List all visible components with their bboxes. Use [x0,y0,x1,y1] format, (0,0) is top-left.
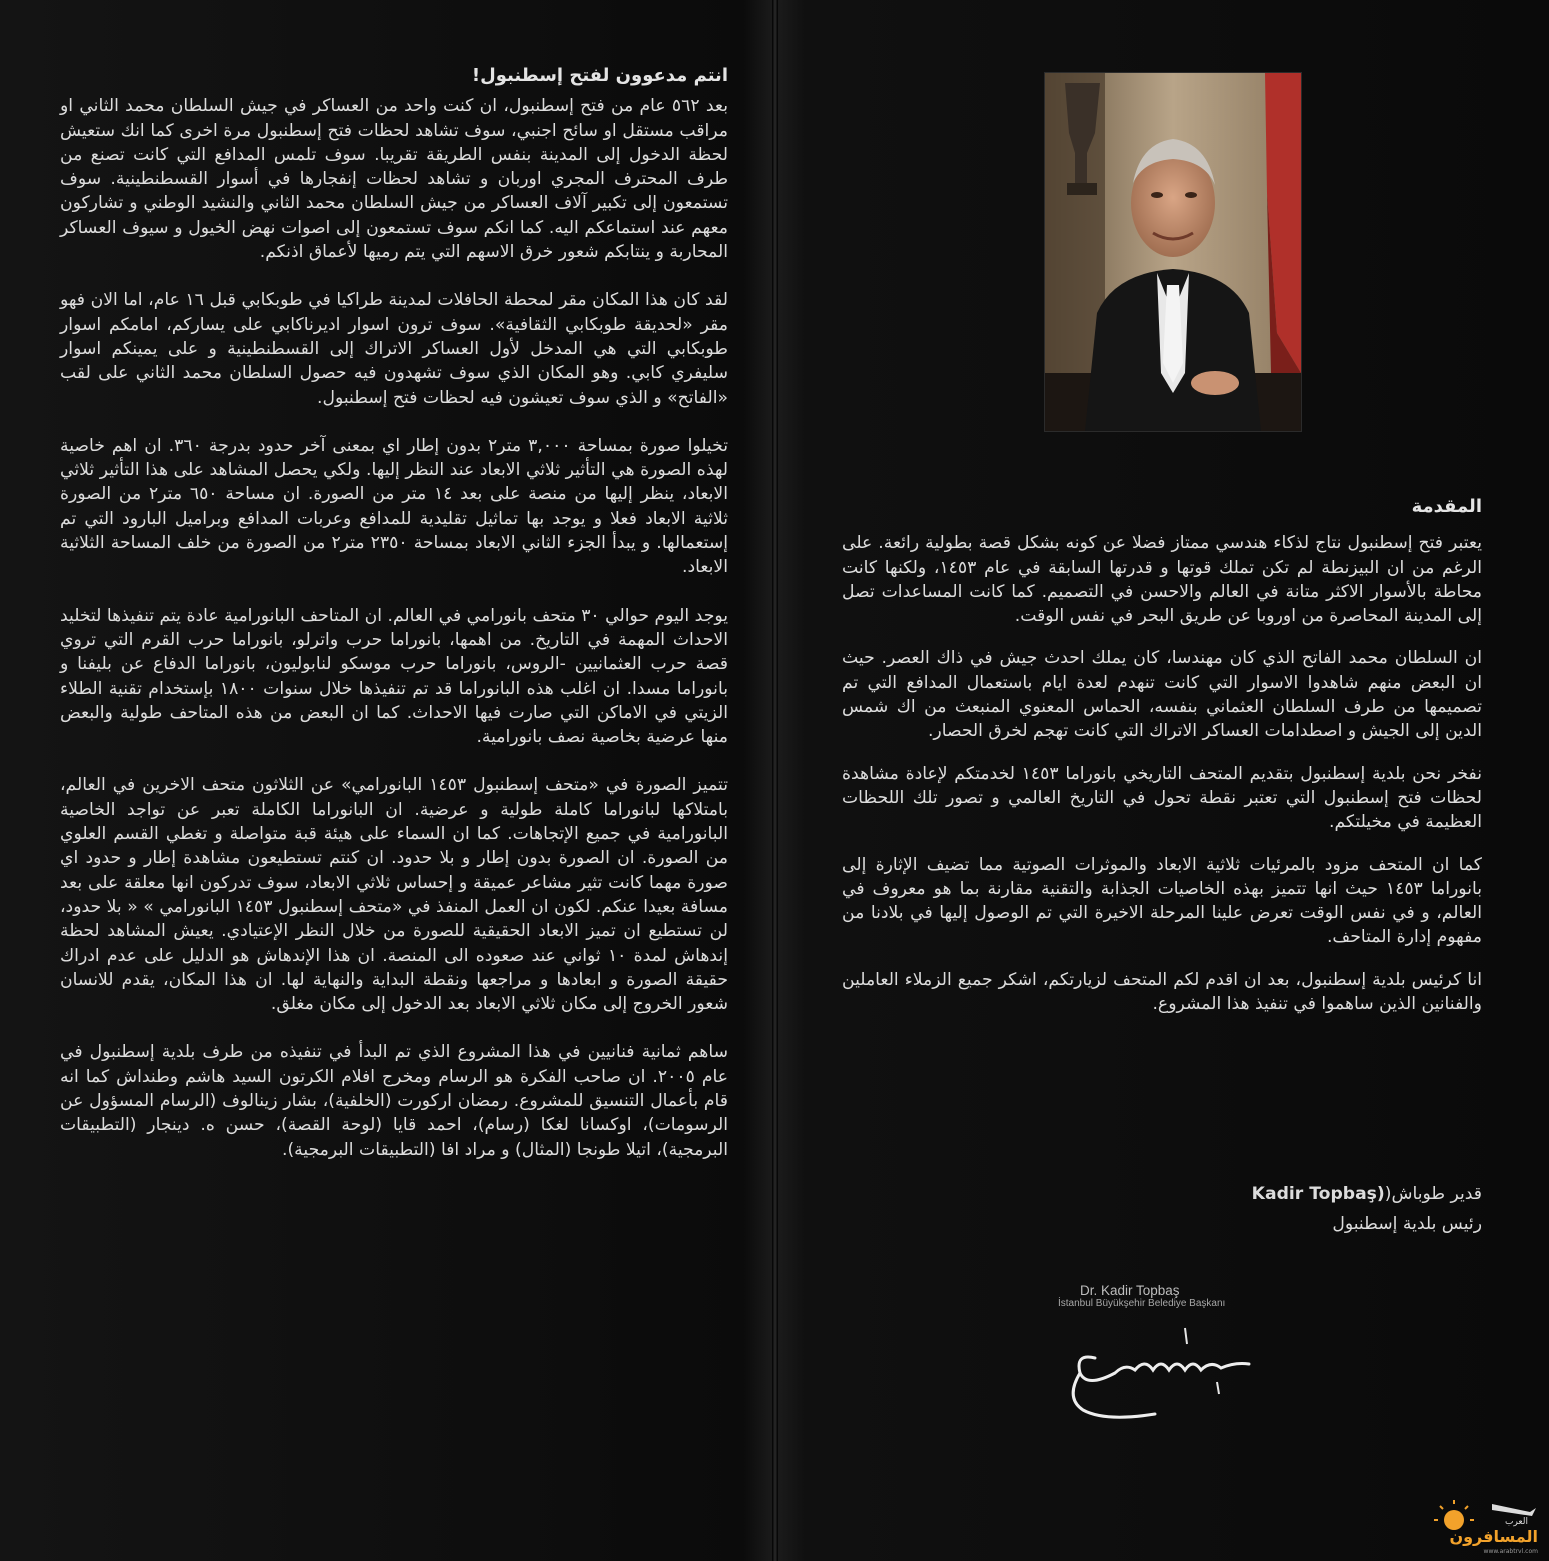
printed-name: Dr. Kadir Topbaş [1080,1283,1180,1298]
watermark-text-top: العرب [1504,1517,1528,1527]
right-paragraph-2: ان السلطان محمد الفاتح الذي كان مهندسا، كان يملك احدث جيش في ذاك العصر. حيث ان البعض منهم شاهدوا الاسوار التي كانت تنهدم لعدة ايام باستعمال المدافع التي تم تصميمها من طرف السلطان العثماني بنفسه، الحماس المعنوي المنبعث من اك شمس الدين إلى الجيش و اصطدامات العساكر الاتراك التي كانت تهجم لخرق الحصار. [842,648,1482,742]
signoff-name [842,1182,1482,1206]
right-paragraph-4: كما ان المتحف مزود بالمرئيات ثلاثية الابعاد والموثرات الصوتية مما تضيف الإثارة إلى بانوراما ١٤٥٣ حيث انها تتميز بهذه الخاصيات الجذابة والتقنية مقارنة بما هو معروف في العالم، و في نفس الوقت تعرض علينا المرحلة الاخيرة التي تم الوصول إليها في بلادنا من مفهوم إدارة المتاحف. [842,854,1482,948]
printed-title: İstanbul Büyükşehir Belediye Başkanı [1058,1298,1226,1309]
left-paragraph-5: تتميز الصورة في «متحف إسطنبول ١٤٥٣ البانورامي» عن الثلاثون متحف الاخرين في العالم، بامتلاكها لبانوراما كاملة طولية و عرضية. ان البانوراما الكاملة تعبر عن تواجد الخاصية البانورامية في جميع الإتجاهات. كما ان السماء على هيئة قبة متواصلة و تغطي القسم العلوي من الصورة. ان الصورة بدون إطار و بلا حدود. ان كنتم تستطيعون مشاهدة إطار و حدود اي صورة مهما كانت تثير مشاعر عميقة و إحساس ثلاثي الابعاد، سوف تدركون انها معلقة على بعد مسافة بعيدا عنكم. لكون ان العمل المنفذ في «متحف إسطنبول ١٤٥٣ البانورامي » « بلا حدود، لن تستطيع ان تميز الابعاد الحقيقية للصورة من خلال النظر الإعتيادي. يعيش المشاهد لحظة إندهاش لمدة ١٠ ثواني عند صعوده الى المنصة. ان هذا الإندهاش هو الدليل على عدم ادراك حقيقة الصورة و ابعادها و مراجعها ونقطة البداية والنهاية لها. ان هذا المكان، يقدم للانسان شعور الخروج إلى مكان ثلاثي الابعاد بعد الدخول إلى مكان مغلق. [60,775,728,1015]
signoff-title: رئيس بلدية إسطنبول [1332,1214,1482,1234]
right-paragraph-3: نفخر نحن بلدية إسطنبول بتقديم المتحف التاريخي بانوراما ١٤٥٣ لخدمتكم لإعادة مشاهدة لحظات فتح إسطنبول التي تعتبر نقطة تحول في التاريخ العالمي و تصور تلك اللحظات العظيمة في مخيلتكم. [842,763,1482,833]
right-paragraph-5: انا كرئيس بلدية إسطنبول، بعد ان اقدم لكم المتحف لزيارتكم، اشكر جميع الزملاء العاملين والفنانين الذين ساهموا في تنفيذ هذا المشروع. [842,969,1482,1015]
left-paragraph-3: تخيلوا صورة بمساحة ٣,٠٠٠ متر٢ بدون إطار اي بمعنى آخر حدود بدرجة ٣٦٠. ان اهم خاصية لهذه الصورة هي التأثير ثلاثي الابعاد عند النظر إليها. ولكي يحصل المشاهد على هذا التأثير ثلاثي الابعاد، ينظر إليها من منصة على بعد ١٤ متر من الصورة. ان مساحة ٦٥٠ متر٢ من الصورة ثلاثية الابعاد فعلا و يوجد بها تماثيل تقليدية للمدافع وعربات المدافع وبراميل البارود التي تم إستعمالها. و يبدأ الجزء الثاني الابعاد بمساحة ٢٣٥٠ متر٢ من الصورة من خلف المساحة الثلاثية الابعاد. [60,435,728,578]
left-paragraph-1: بعد ٥٦٢ عام من فتح إسطنبول، ان كنت واحد من العساكر في جيش السلطان محمد الثاني او مراقب مستقل او سائح اجنبي، سوف تشاهد لحظات فتح إسطنبول مرة اخرى كما انك ستعيش لحظة الدخول إلى المدينة بنفس الطريقة تقريبا. سوف تلمس المدافع التي كانت تصنع من طرف المحترف المجري اوربان و تشاهد لحظات إنفجارها في أسوار القسطنطينية. سوف تستمعون إلى تكبير آلاف العساكر من جيش السلطان محمد الثاني والنشيد الوطني و تشاركون معهم عند استماعكم اليه. كما انكم سوف تستمعون إلى اصوات نهض الخيول و سيوف العساكر المحاربة و ينتابكم شعور خرق الاسهم التي يتم رميها لأعماق اذنكم. [60,96,728,263]
watermark-text-main: المسافرون [1449,1527,1538,1546]
right-paragraph-1: يعتبر فتح إسطنبول نتاج لذكاء هندسي ممتاز فضلا عن كونه بشكل قصة بطولية رائعة. على الرغم من ان البيزنطة لم تكن تملك قوتها و قدرتها السابقة في عام ١٤٥٣، ولكنها كانت محاطة بالأسوار الاكثر متانة في العالم والاحسن في التصميم. كما كانت المساعدات تصل إلى المدينة المحاصرة من اوروبا عن طريق البحر في نفس الوقت. [842,533,1482,627]
left-paragraph-4: يوجد اليوم حوالي ٣٠ متحف بانورامي في العالم. ان المتاحف البانورامية عادة يتم تنفيذها لتخليد الاحداث المهمة في التاريخ. من اهمها، بانوراما حرب واترلو، بانوراما حرب القرم التي تروي قصة حرب العثمانيين -الروس، بانوراما حرب موسكو لنابوليون، بانوراما الدفاع عن بليفنا و بانوراما مسدا. ان اغلب هذه البانوراما قد تم تنفيذها خلال سنوات ١٨٠٠ بإستخدام تقنية الطلاء الزيتي في الاماكن التي صارت فيها الاحداث. كما ان البعض من هذه المتاحف طولية والبعض منها عرضية بخاصية نصف بانورامية. [60,605,728,748]
right-page-text [842,495,1482,1034]
left-paragraph-6: ساهم ثمانية فنانيين في هذا المشروع الذي تم البدأ في تنفيذه من طرف بلدية إسطنبول في عام ٢٠٠٥. ان صاحب الفكرة هو الرسام ومخرج افلام الكرتون السيد هاشم وطنداش كما انه قام بأعمال التنسيق للمشروع. رمضان اركورت (الخلفية)، بشار زينالوف (الرسام المسؤول عن الرسومات)، اوكسانا لغكا (رسام)، احمد قايا (لوحة القصة)، حسن ه. دينجار (التطبيقات البرمجية)، اتيلا طونجا (المثال) و مراد افا (التطبيقات البرمجية). [60,1042,728,1160]
right-heading: المقدمة [1411,496,1482,517]
left-paragraph-2: لقد كان هذا المكان مقر لمحطة الحافلات لمدينة طراكيا في طوبكابي قبل ١٦ عام، اما الان فهو مقر «لحديقة طوبكابي الثقافية». سوف ترون اسوار اديرناكابي على يساركم، امامكم اسوار طوبكابي التي هي المدخل لأول العساكر الاتراك إلى القسطنطينية و على يمينكم اسوار سليفري كابي. وهو المكان الذي سوف تشهدون فيه حصول السلطان محمد الثاني على لقب «الفاتح» و الذي سوف تعيشون فيه لحظات فتح إسطنبول. [60,290,728,408]
portrait-photo [1044,72,1302,432]
watermark-logo [1432,1498,1542,1556]
watermark-url: www.arabtrvl.com [1483,1548,1538,1555]
left-heading: انتم مدعوون لفتح إسطنبول! [471,65,728,86]
plane-icon [1492,1504,1536,1516]
portrait-illustration [1045,73,1301,431]
signoff-name-latin: Kadir Topbaş) [1251,1184,1385,1204]
left-page-text [60,64,728,1186]
signoff-name-arabic: قدير طوباش( [1384,1184,1482,1204]
handwritten-signature [1035,1318,1305,1438]
page-fold [772,0,778,1561]
